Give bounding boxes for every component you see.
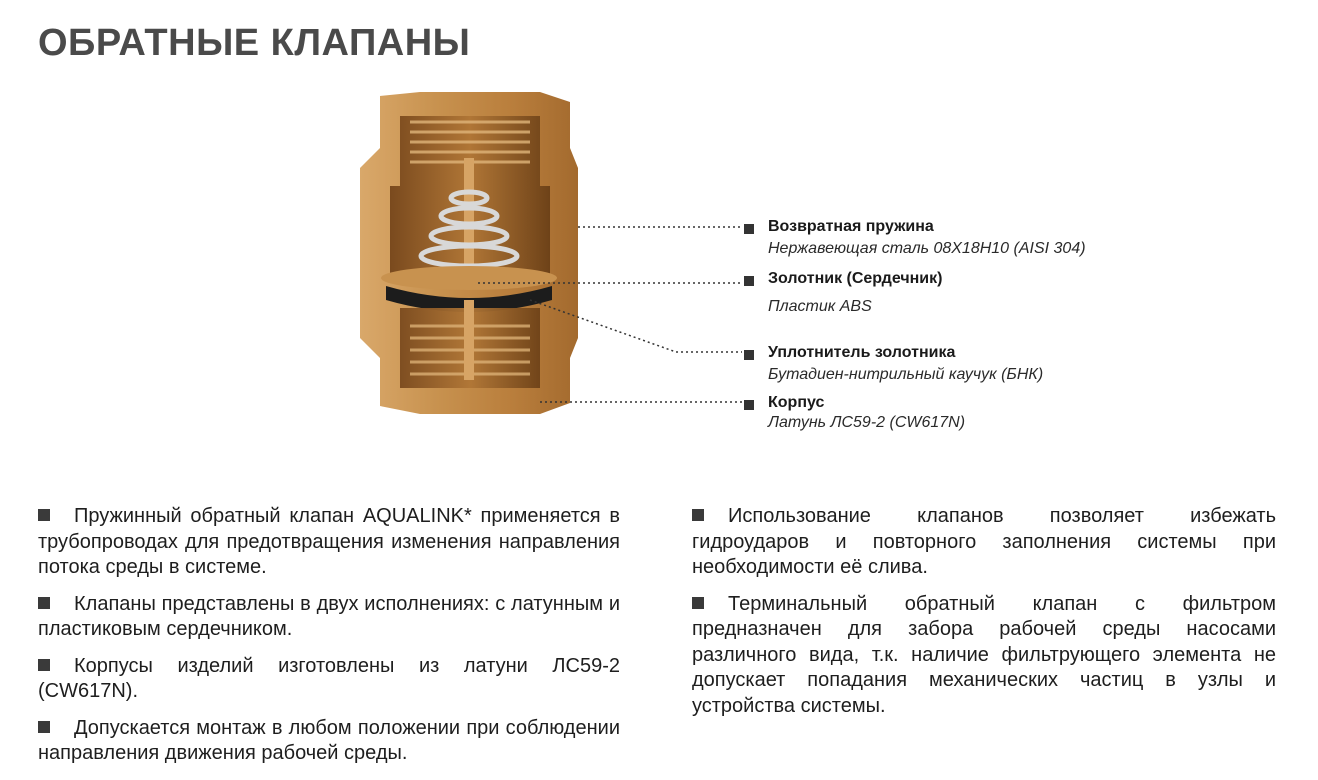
paragraph bbox=[692, 504, 1276, 581]
paragraph bbox=[38, 592, 620, 643]
callout-name: Уплотнитель золотника bbox=[768, 344, 956, 361]
paragraph-text: Корпусы изделий изготовлены из латуни ЛС59-2 (CW617N). bbox=[38, 654, 620, 702]
square-bullet-icon bbox=[744, 224, 754, 234]
paragraph bbox=[692, 592, 1276, 720]
right-text-column bbox=[692, 504, 1276, 730]
paragraph bbox=[38, 654, 620, 705]
left-text-column bbox=[38, 504, 620, 778]
callout-material: Бутадиен-нитрильный каучук (БНК) bbox=[768, 366, 1044, 383]
square-bullet-icon bbox=[38, 509, 50, 521]
check-valve-cutaway-image bbox=[340, 88, 600, 418]
callout-material: Пластик ABS bbox=[768, 298, 872, 315]
callout-name: Возвратная пружина bbox=[768, 218, 934, 235]
paragraph-text: Пружинный обратный клапан AQUALINK* применяется в трубопроводах для предотвращения изменения направления потока среды в системе. bbox=[38, 505, 620, 578]
square-bullet-icon bbox=[38, 597, 50, 609]
callout-material: Нержавеющая сталь 08Х18Н10 (AISI 304) bbox=[768, 240, 1086, 257]
callout-name: Золотник (Сердечник) bbox=[768, 270, 943, 287]
square-bullet-icon bbox=[692, 597, 704, 609]
square-bullet-icon bbox=[692, 509, 704, 521]
paragraph-text: Использование клапанов позволяет избежать гидроударов и повторного заполнения системы при необходимости её слива. bbox=[692, 505, 1276, 578]
paragraph bbox=[38, 504, 620, 581]
square-bullet-icon bbox=[744, 276, 754, 286]
callout-material: Латунь ЛС59-2 (CW617N) bbox=[768, 414, 966, 431]
paragraph bbox=[38, 716, 620, 767]
paragraph-text: Клапаны представлены в двух исполнениях: с латунным и пластиковым сердечником. bbox=[38, 592, 620, 640]
page-title: ОБРАТНЫЕ КЛАПАНЫ bbox=[38, 22, 471, 64]
square-bullet-icon bbox=[38, 721, 50, 733]
paragraph-text: Допускается монтаж в любом положении при соблюдении направления движения рабочей среды. bbox=[38, 716, 620, 764]
callout-name: Корпус bbox=[768, 394, 825, 411]
square-bullet-icon bbox=[38, 659, 50, 671]
paragraph-text: Терминальный обратный клапан с фильтром предназначен для забора рабочей среды насосами различного вида, т.к. наличие фильтрующего элемента не допускает попадания механических частиц в узлы и устройства системы. bbox=[692, 592, 1276, 717]
square-bullet-icon bbox=[744, 400, 754, 410]
square-bullet-icon bbox=[744, 350, 754, 360]
